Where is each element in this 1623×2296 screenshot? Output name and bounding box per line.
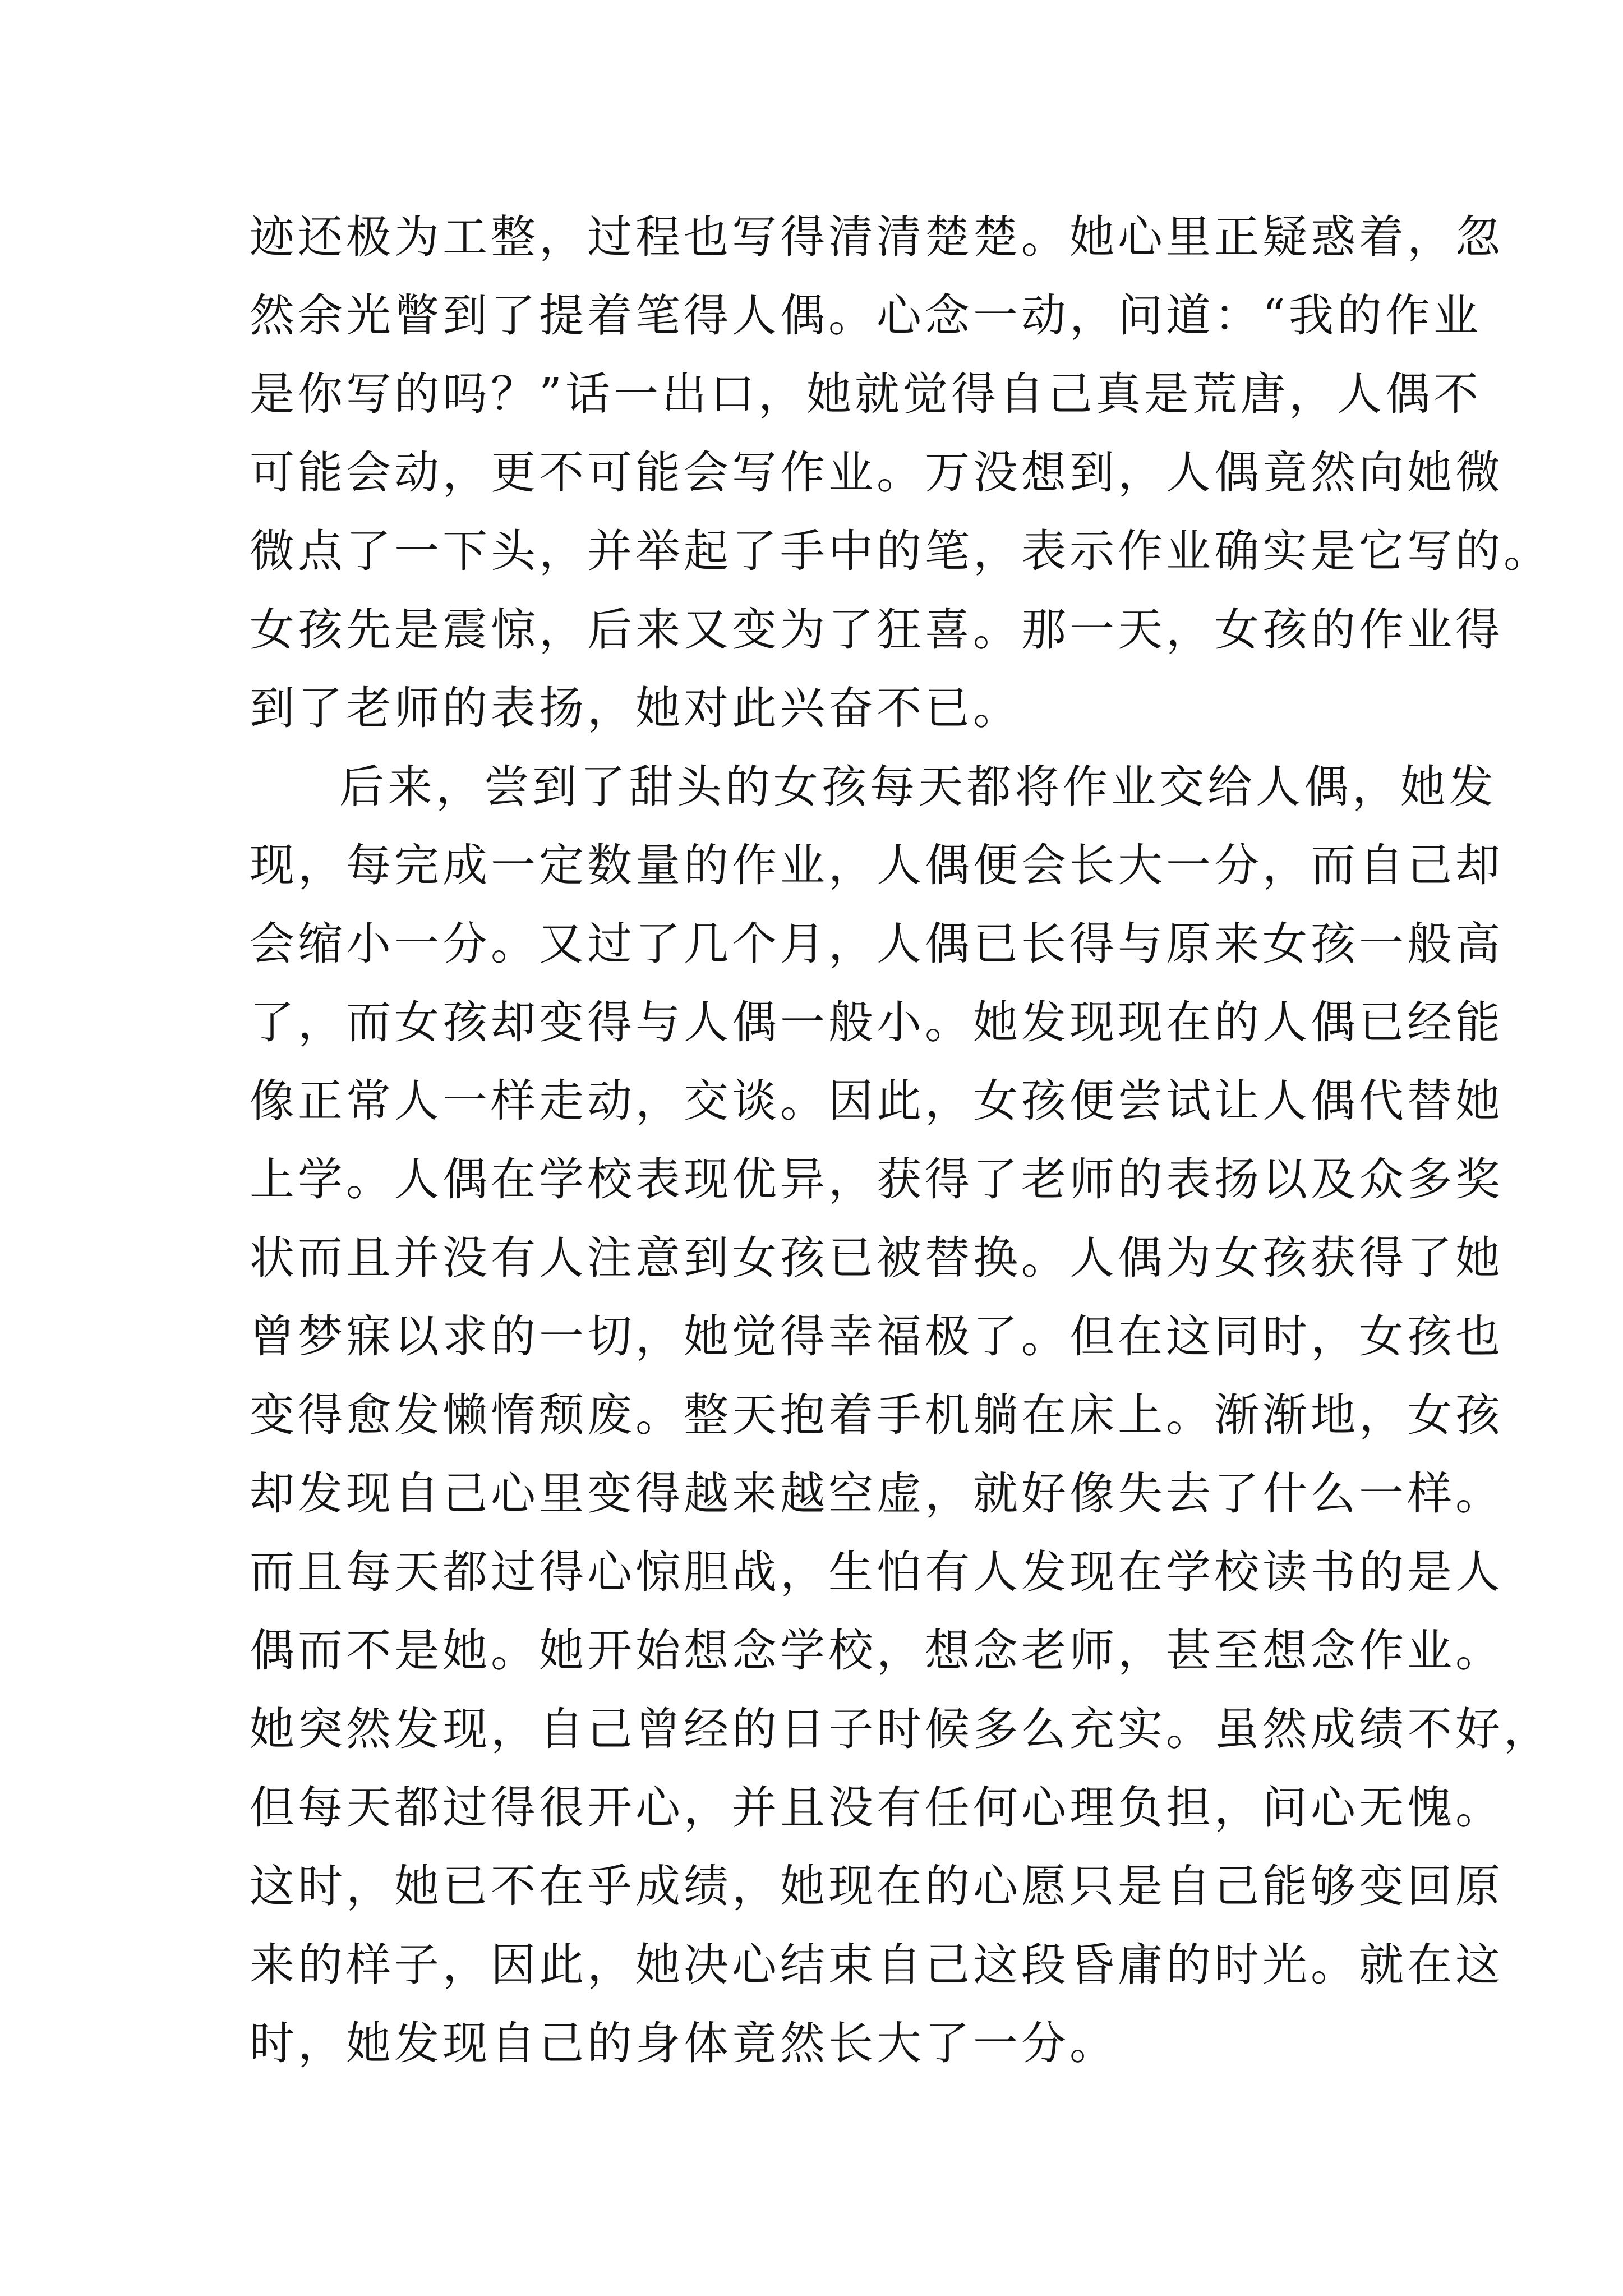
text-line: 偶而不是她。她开始想念学校，想念老师，甚至想念作业。 [250,1625,1504,1677]
text-line: 时，她发现自己的身体竟然长大了一分。 [250,2017,1118,2069]
text-line: 但每天都过得很开心，并且没有任何心理负担，问心无愧。 [250,1782,1504,1834]
text-line: 像正常人一样走动，交谈。因此，女孩便尝试让人偶代替她 [250,1075,1504,1127]
text-line: 变得愈发懒惰颓废。整天抱着手机躺在床上。渐渐地，女孩 [250,1389,1504,1441]
text-line: 了，而女孩却变得与人偶一般小。她发现现在的人偶已经能 [250,996,1504,1048]
text-line: 然余光瞥到了提着笔得人偶。心念一动，问道：“我的作业 [250,289,1482,342]
text-line: 是你写的吗？”话一出口，她就觉得自己真是荒唐，人偶不 [250,368,1482,420]
paragraph-1 [250,198,1552,748]
text-line: 后来，尝到了甜头的女孩每天都将作业交给人偶，她发 [339,761,1497,813]
text-line: 她突然发现，自己曾经的日子时候多么充实。虽然成绩不好， [250,1703,1552,1755]
text-line: 来的样子，因此，她决心结束自己这段昏庸的时光。就在这 [250,1939,1504,1991]
body-text [250,198,1552,2083]
text-line: 微点了一下头，并举起了手中的笔，表示作业确实是它写的。 [250,525,1552,577]
text-line: 却发现自己心里变得越来越空虚，就好像失去了什么一样。 [250,1467,1504,1520]
text-line: 曾梦寐以求的一切，她觉得幸福极了。但在这同时，女孩也 [250,1310,1504,1363]
paragraph-2 [250,748,1552,2083]
text-line: 到了老师的表扬，她对此兴奋不已。 [250,682,1021,734]
text-line: 女孩先是震惊，后来又变为了狂喜。那一天，女孩的作业得 [250,604,1504,656]
text-line: 上学。人偶在学校表现优异，获得了老师的表扬以及众多奖 [250,1153,1504,1205]
text-line: 迹还极为工整，过程也写得清清楚楚。她心里正疑惑着，忽 [250,211,1504,263]
text-line: 状而且并没有人注意到女孩已被替换。人偶为女孩获得了她 [250,1232,1504,1284]
text-line: 这时，她已不在乎成绩，她现在的心愿只是自己能够变回原 [250,1860,1504,1912]
text-line: 而且每天都过得心惊胆战，生怕有人发现在学校读书的是人 [250,1546,1504,1598]
text-line: 现，每完成一定数量的作业，人偶便会长大一分，而自己却 [250,839,1504,891]
text-line: 可能会动，更不可能会写作业。万没想到，人偶竟然向她微 [250,447,1504,499]
text-line: 会缩小一分。又过了几个月，人偶已长得与原来女孩一般高 [250,918,1504,970]
